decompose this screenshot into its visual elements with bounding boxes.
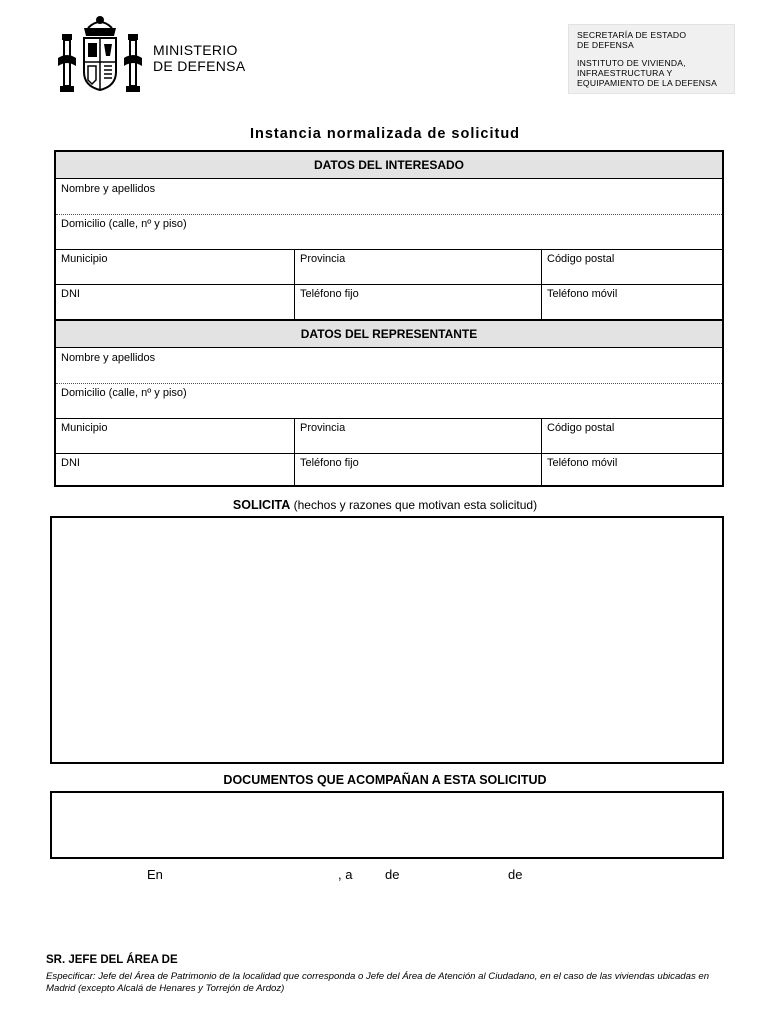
ministry-line1: MINISTERIO: [153, 42, 238, 58]
interesado-heading: DATOS DEL INTERESADO: [56, 152, 722, 179]
interesado-provincia-label: Provincia: [300, 253, 346, 265]
divider: [294, 250, 295, 320]
ministry-name: [153, 42, 245, 74]
divider: [56, 383, 722, 384]
date-de1-label: de: [385, 867, 400, 882]
solicita-subheading: (hechos y razones que motivan esta solicitud): [290, 498, 538, 512]
agency-line5: EQUIPAMIENTO DE LA DEFENSA: [577, 78, 718, 88]
representante-tel-movil-label: Teléfono móvil: [547, 457, 618, 469]
divider: [56, 418, 722, 419]
interesado-tel-movil-label: Teléfono móvil: [547, 288, 618, 300]
documentos-heading: DOCUMENTOS QUE ACOMPAÑAN A ESTA SOLICITUD: [223, 773, 547, 787]
agency-line1: SECRETARÍA DE ESTADO: [577, 30, 687, 40]
solicita-label: [0, 498, 770, 512]
agency-line3: INSTITUTO DE VIVIENDA,: [577, 58, 686, 68]
divider: [56, 284, 722, 285]
documentos-textarea[interactable]: [50, 791, 724, 859]
representante-dni-label: DNI: [61, 457, 80, 469]
divider: [56, 249, 722, 250]
divider: [294, 419, 295, 485]
interesado-nombre-label: Nombre y apellidos: [61, 183, 156, 195]
page-title: Instancia normalizada de solicitud: [249, 126, 521, 142]
interesado-domicilio-label: Domicilio (calle, nº y piso): [61, 218, 187, 230]
date-en-label: En: [147, 867, 163, 882]
representante-nombre-label: Nombre y apellidos: [61, 352, 156, 364]
divider: [56, 453, 722, 454]
date-de2-label: de: [508, 867, 523, 882]
representante-municipio-label: Municipio: [61, 422, 108, 434]
divider: [541, 419, 542, 485]
agency-line4: INFRAESTRUCTURA Y: [577, 68, 673, 78]
interesado-tel-fijo-label: Teléfono fijo: [300, 288, 359, 300]
coat-of-arms-logo: [54, 14, 146, 98]
interesado-municipio-label: Municipio: [61, 253, 108, 265]
representante-provincia-label: Provincia: [300, 422, 346, 434]
interesado-cp-label: Código postal: [547, 253, 615, 265]
footer-note: Especificar: Jefe del Área de Patrimonio de la localidad que corresponda o Jefe del Área de Atención al Ciudadano, en el caso de las viviendas ubicadas en Madrid (excepto Alcalá de Henares y Torrejón de Ardoz): [46, 971, 710, 994]
agency-line2: DE DEFENSA: [577, 40, 634, 50]
solicita-textarea[interactable]: [50, 516, 724, 764]
agency-box: [568, 24, 735, 94]
divider: [541, 250, 542, 320]
representante-tel-fijo-label: Teléfono fijo: [300, 457, 359, 469]
representante-heading: DATOS DEL REPRESENTANTE: [56, 321, 722, 348]
applicant-form: [54, 150, 724, 487]
divider: [56, 214, 722, 215]
solicita-heading: SOLICITA: [232, 498, 291, 512]
date-a-label: , a: [338, 867, 353, 882]
interesado-dni-label: DNI: [61, 288, 80, 300]
representante-cp-label: Código postal: [547, 422, 615, 434]
ministry-line2: DE DEFENSA: [153, 58, 246, 74]
addressee: SR. JEFE DEL ÁREA DE: [46, 954, 178, 966]
representante-domicilio-label: Domicilio (calle, nº y piso): [61, 387, 187, 399]
